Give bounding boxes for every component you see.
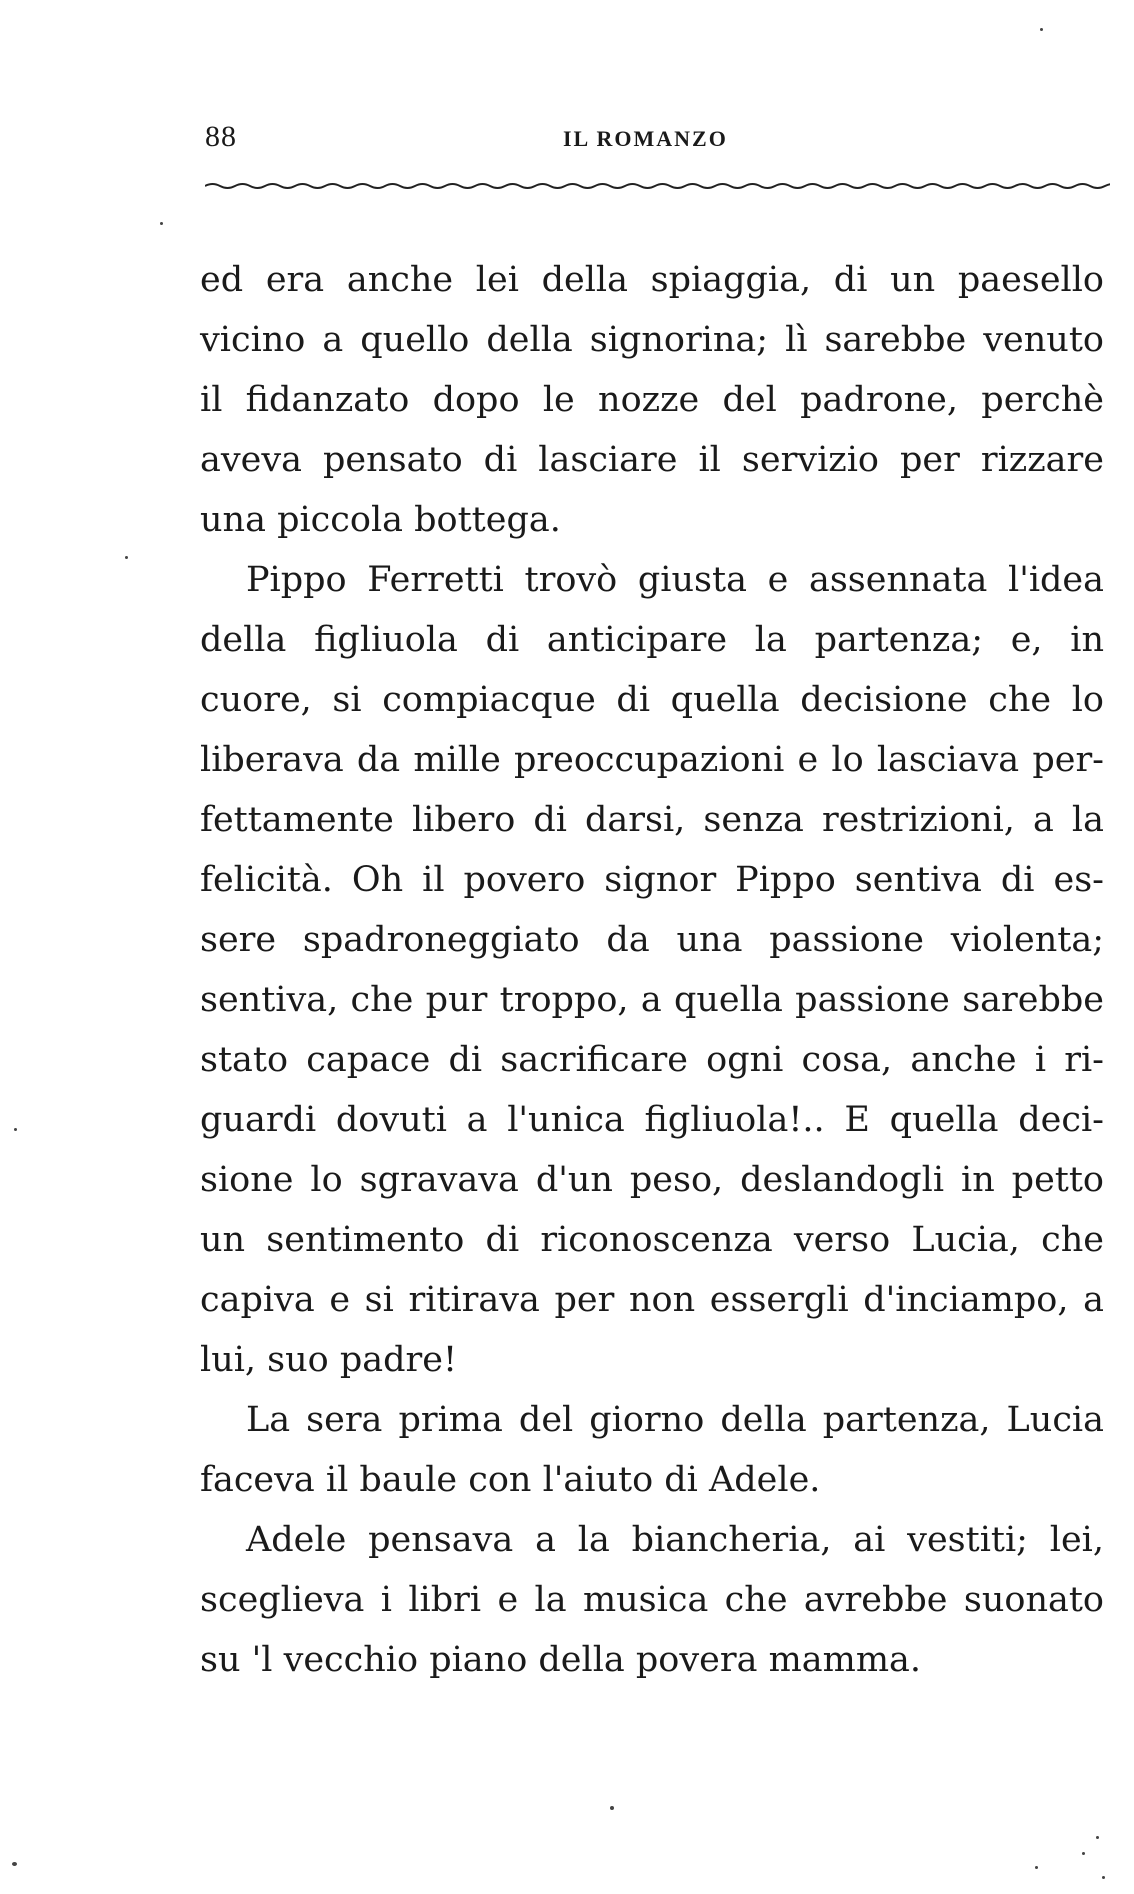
scan-speck <box>125 556 128 559</box>
text-line: sceglieva i libri e la musica che avrebbe suonato <box>200 1580 1104 1620</box>
scan-speck <box>1040 28 1043 31</box>
scan-speck <box>1035 1866 1038 1869</box>
paragraph <box>200 550 1104 1390</box>
text-line: guardi dovuti a l'unica figliuola!.. E quella deci- <box>200 1100 1104 1140</box>
page-number: 88 <box>205 120 237 153</box>
text-line: una piccola bottega. <box>200 500 561 540</box>
scan-speck <box>1096 1836 1099 1839</box>
paragraph <box>200 250 1104 550</box>
scan-speck <box>12 1862 17 1866</box>
scan-speck <box>160 222 163 225</box>
text-line: fettamente libero di darsi, senza restrizioni, a la <box>200 800 1104 840</box>
text-line: un sentimento di riconoscenza verso Lucia, che <box>200 1220 1104 1260</box>
text-line: ed era anche lei della spiaggia, di un paesello <box>200 260 1104 300</box>
text-line: felicità. Oh il povero signor Pippo sentiva di es- <box>200 860 1104 900</box>
text-line: lui, suo padre! <box>200 1340 458 1380</box>
text-line: La sera prima del giorno della partenza, Lucia <box>246 1400 1104 1440</box>
scan-speck <box>610 1806 614 1810</box>
paragraph <box>200 1510 1104 1690</box>
text-line: faceva il baule con l'aiuto di Adele. <box>200 1460 821 1500</box>
body-text <box>200 250 1104 1690</box>
text-line: stato capace di sacrificare ogni cosa, anche i ri- <box>200 1040 1104 1080</box>
running-title: IL ROMANZO <box>563 126 728 151</box>
text-line: Adele pensava a la biancheria, ai vestiti; lei, <box>246 1520 1104 1560</box>
scan-speck <box>1102 1876 1105 1879</box>
paragraph <box>200 1390 1104 1510</box>
text-line: sentiva, che pur troppo, a quella passione sarebbe <box>200 980 1104 1020</box>
scan-speck <box>14 1128 17 1131</box>
page-header <box>205 120 1105 160</box>
wavy-rule <box>205 176 1110 196</box>
text-line: cuore, si compiacque di quella decisione che lo <box>200 680 1104 720</box>
text-line: Pippo Ferretti trovò giusta e assennata l'idea <box>246 560 1104 600</box>
text-line: sione lo sgravava d'un peso, deslandogli in petto <box>200 1160 1104 1200</box>
text-line: aveva pensato di lasciare il servizio per rizzare <box>200 440 1104 480</box>
text-line: vicino a quello della signorina; lì sarebbe venuto <box>200 320 1104 360</box>
text-line: il fidanzato dopo le nozze del padrone, perchè <box>200 380 1104 420</box>
text-line: capiva e si ritirava per non essergli d'inciampo, a <box>200 1280 1104 1320</box>
text-line: liberava da mille preoccupazioni e lo lasciava per- <box>200 740 1104 780</box>
text-line: della figliuola di anticipare la partenza; e, in <box>200 620 1104 660</box>
scan-speck <box>1082 1852 1085 1855</box>
text-line: su 'l vecchio piano della povera mamma. <box>200 1640 922 1680</box>
text-line: sere spadroneggiato da una passione violenta; <box>200 920 1104 960</box>
